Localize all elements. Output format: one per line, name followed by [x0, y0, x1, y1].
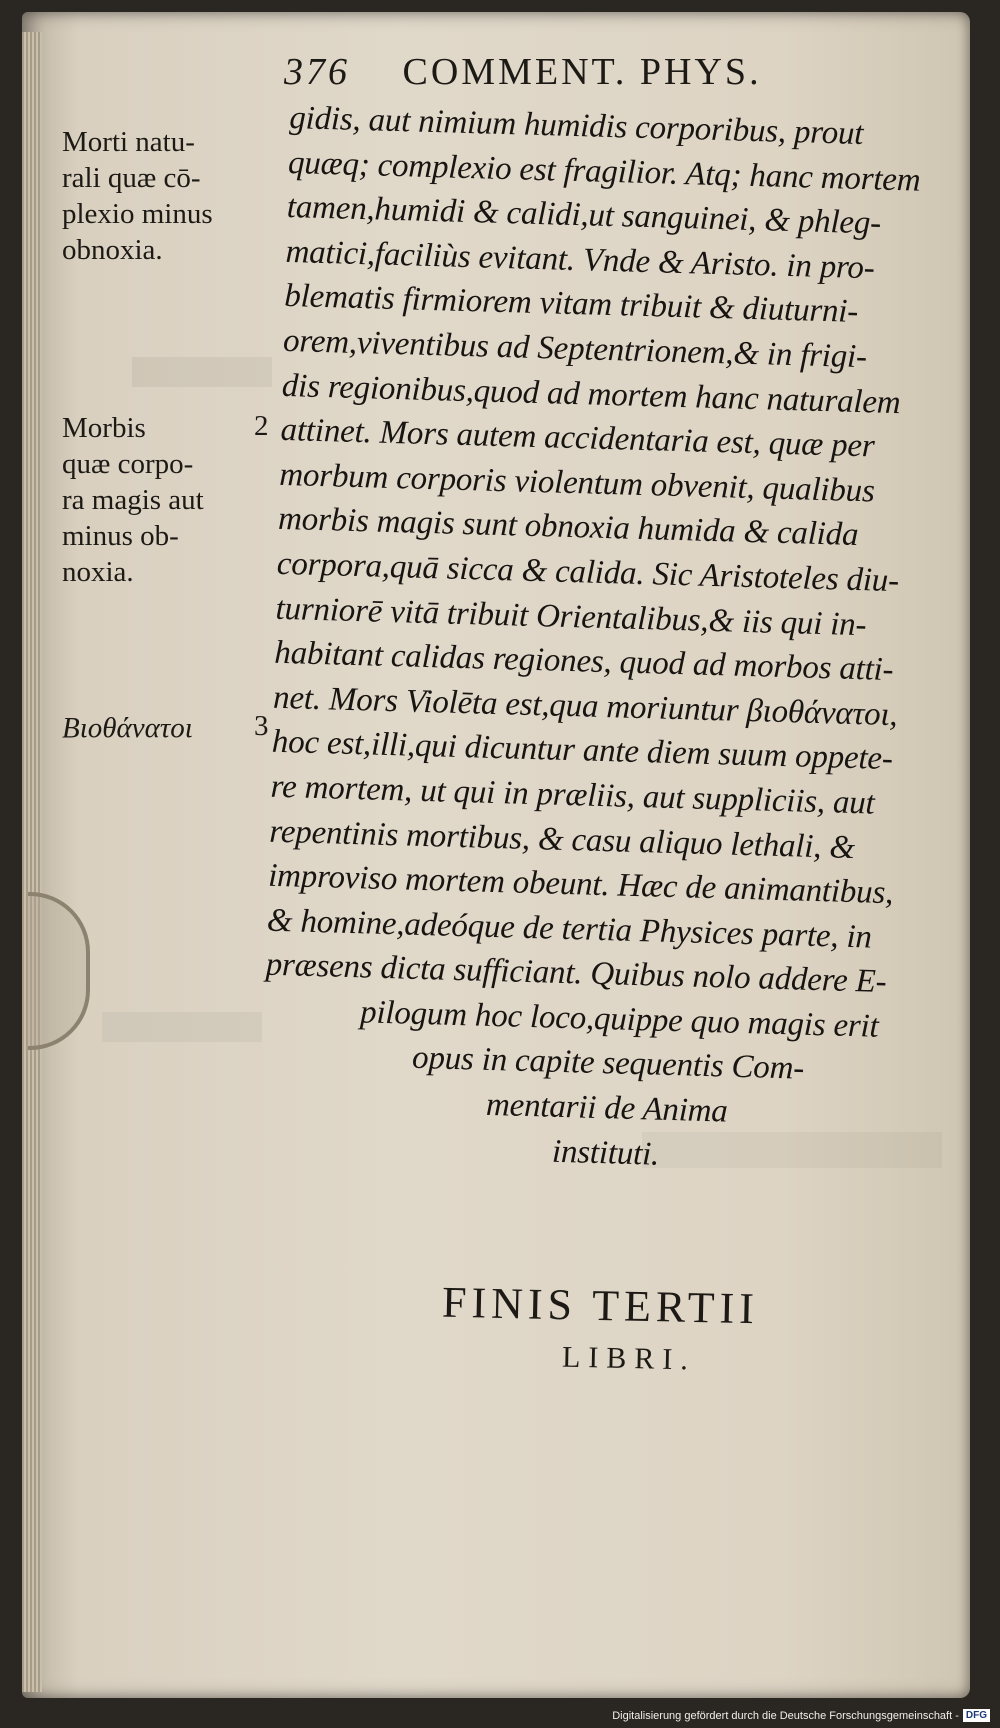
- closing-line: opus in capite sequentis Com-: [411, 1040, 805, 1088]
- margin-note-3: Βιοθάνατοι: [62, 712, 193, 744]
- closing-line: pilogum hoc loco,quippe quo magis erit: [359, 994, 879, 1045]
- text-line: improviso mortem obeunt. Hæc de animantibus,: [267, 857, 894, 912]
- text-line: matici,faciliùs evitant. Vnde & Aristo. in pro-: [285, 233, 876, 287]
- text-line: morbum corporis violentum obvenit, qualibus: [278, 456, 876, 510]
- text-line: gidis, aut nimium humidis corporibus, prout: [288, 99, 864, 153]
- margin-note-1: Morti natu- rali quæ cō- plexio minus obnoxia.: [62, 126, 213, 266]
- text-line: re mortem, ut qui in præliis, aut suppliciis, aut: [270, 768, 876, 822]
- text-line: repentinis mortibus, & casu aliquo lethali, &: [268, 813, 856, 866]
- running-title: COMMENT. PHYS.: [402, 51, 762, 93]
- credit-text: Digitalisierung gefördert durch die Deutsche Forschungsgemeinschaft -: [612, 1709, 959, 1722]
- show-through-mark: [102, 1012, 262, 1042]
- closing-line: mentarii de Anima: [485, 1086, 729, 1130]
- digitization-credit: [612, 1709, 990, 1722]
- show-through-mark: [132, 357, 272, 387]
- text-line: dis regionibus,quod ad mortem hanc naturalem: [281, 367, 901, 421]
- margin-number-2: 2: [254, 410, 269, 442]
- body-text: [260, 96, 970, 1185]
- text-line: corpora,quā sicca & calida. Sic Aristoteles diu-: [276, 545, 900, 600]
- closing-line: instituti.: [551, 1133, 660, 1173]
- margin-note-2: Morbis quæ corpo- ra magis aut minus ob- noxia.: [62, 412, 204, 588]
- text-line: præsens dicta sufficiant. Quibus nolo addere E-: [265, 946, 887, 1001]
- page-number: 376: [284, 51, 350, 93]
- text-line: blematis firmiorem vitam tribuit & diuturni-: [283, 278, 859, 331]
- text-line: orem,viventibus ad Septentrionem,& in frigi-: [282, 322, 868, 376]
- book-clasp: [28, 892, 90, 1050]
- running-head: [284, 50, 844, 94]
- finis-heading: FINIS TERTII: [441, 1277, 760, 1334]
- margin-number-3: 3: [254, 710, 269, 742]
- text-line: hoc est,illi,qui dicuntur ante diem suum oppete-: [271, 724, 894, 778]
- text-line: turniorē vitā tribuit Orientalibus,& iis qui in-: [275, 590, 867, 643]
- text-line: net. Mors Violēta est,qua moriuntur βιοθάνατοι,: [272, 679, 899, 733]
- libri-heading: LIBRI.: [561, 1340, 697, 1377]
- text-line: & homine,adeóque de tertia Physices parte, in: [266, 902, 873, 956]
- text-line: quæq; complexio est fragilior. Atq; hanc mortem: [287, 144, 921, 199]
- text-line: tamen,humidi & calidi,ut sanguinei, & phleg-: [286, 189, 882, 242]
- page-edges: [22, 32, 42, 1692]
- text-line: morbis magis sunt obnoxia humida & calida: [277, 501, 859, 554]
- text-line: attinet. Mors autem accidentaria est, quæ per: [280, 412, 876, 465]
- text-line: habitant calidas regiones, quod ad morbos atti-: [273, 634, 894, 689]
- book-page: [22, 12, 970, 1698]
- dfg-logo: DFG: [963, 1709, 990, 1722]
